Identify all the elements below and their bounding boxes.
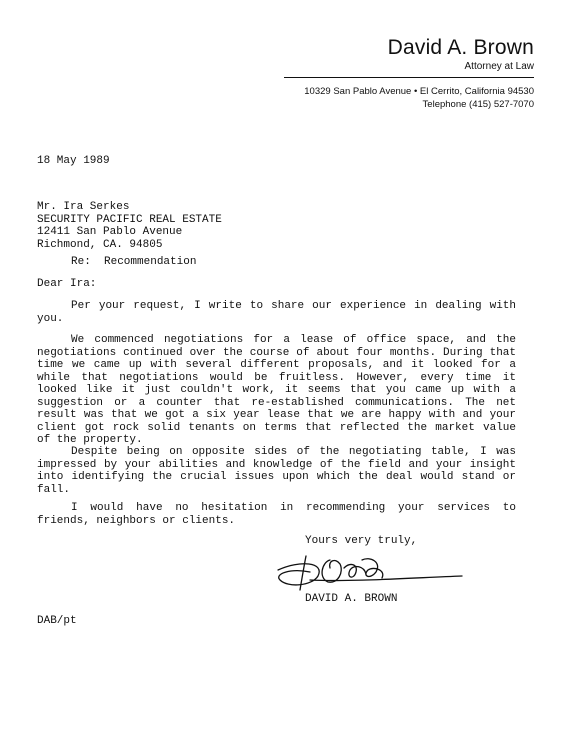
body-paragraph: We commenced negotiations for a lease of office space, and the negotiations continued over the course of about four months. During that time we came up with several different proposals, and it looked for a while that negotiations would be fruitless. However, every time it looked like it just couldn't work, it seems that you came up with a suggestion or a counter that re-established communications. The net result was that we got a six year lease that we are happy with and your client got rock solid tenants on terms that reflected the market value of the property. <box>37 334 516 446</box>
recipient-street: 12411 San Pablo Avenue <box>37 226 183 238</box>
letterhead-divider <box>284 77 534 78</box>
body-paragraph: Despite being on opposite sides of the negotiating table, I was impressed by your abilities and knowledge of the field and your insight into identifying the crucial issues upon which the deal would stand or fall. <box>37 446 516 496</box>
reference-initials: DAB/pt <box>37 615 77 627</box>
closing: Yours very truly, <box>305 535 418 547</box>
recipient-city: Richmond, CA. 94805 <box>37 238 163 251</box>
handwritten-signature <box>270 548 470 594</box>
body-paragraph: Per your request, I write to share our experience in dealing with you. <box>37 300 516 325</box>
recipient-address-block <box>37 201 222 251</box>
signatory-name: DAVID A. BROWN <box>305 593 398 605</box>
letterhead-title: Attorney at Law <box>464 61 534 72</box>
letterhead-telephone: Telephone (415) 527-7070 <box>422 99 534 110</box>
body-paragraph: I would have no hesitation in recommending your services to friends, neighbors or clients. <box>37 502 516 527</box>
letterhead-address: 10329 San Pablo Avenue • El Cerrito, California 94530 <box>304 86 534 97</box>
subject-line: Re: Recommendation <box>71 256 197 268</box>
recipient-name: Mr. Ira Serkes <box>37 201 130 213</box>
recipient-company: SECURITY PACIFIC REAL ESTATE <box>37 213 222 226</box>
letterhead-name: David A. Brown <box>387 36 534 59</box>
salutation: Dear Ira: <box>37 278 97 290</box>
letter-date: 18 May 1989 <box>37 155 110 167</box>
